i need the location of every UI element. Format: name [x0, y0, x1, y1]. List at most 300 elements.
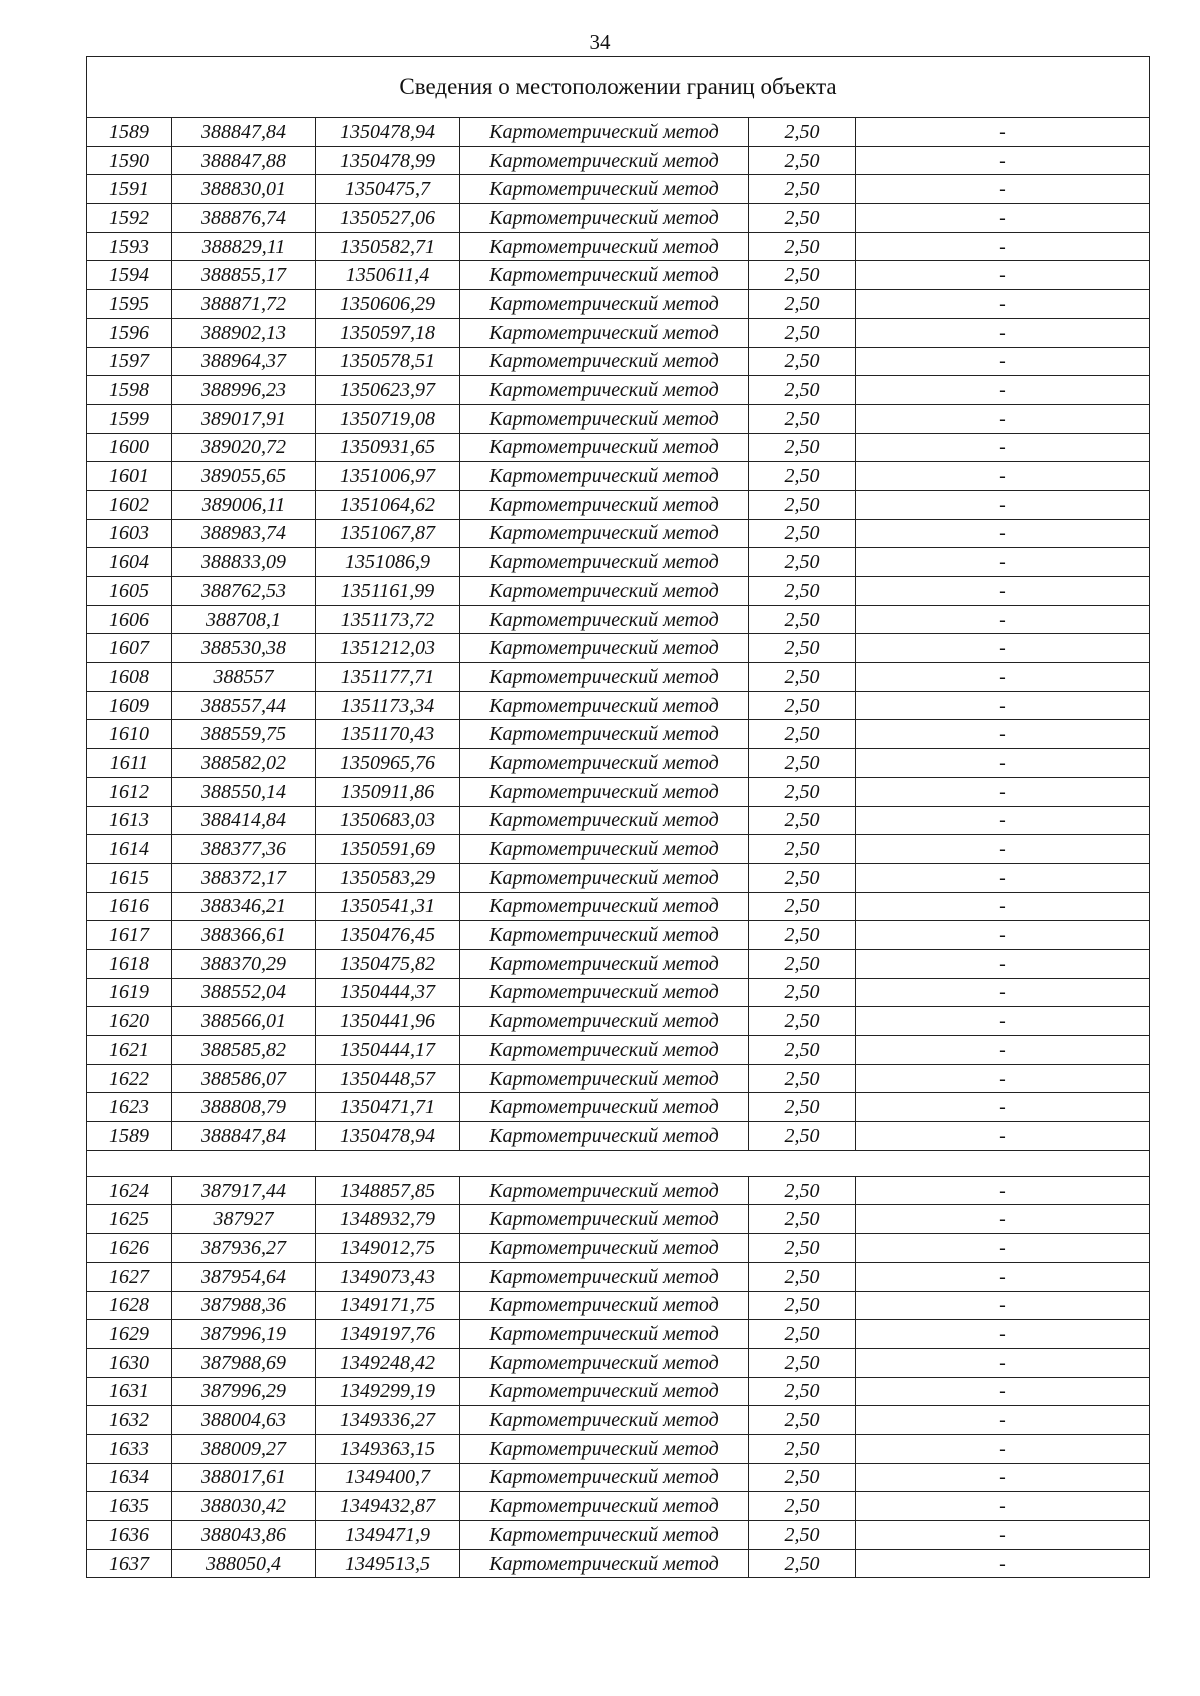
- point-number-cell: 1610: [87, 720, 172, 749]
- method-cell: Картометрический метод: [460, 548, 749, 577]
- y-coordinate-cell: 1350448,57: [316, 1064, 460, 1093]
- accuracy-cell: 2,50: [749, 835, 856, 864]
- accuracy-cell: 2,50: [749, 519, 856, 548]
- y-coordinate-cell: 1349197,76: [316, 1320, 460, 1349]
- remark-cell: -: [856, 490, 1150, 519]
- accuracy-cell: 2,50: [749, 462, 856, 491]
- table-row: [87, 1262, 1150, 1291]
- table-row: [87, 1348, 1150, 1377]
- remark-cell: -: [856, 978, 1150, 1007]
- accuracy-cell: 2,50: [749, 978, 856, 1007]
- table-row: [87, 835, 1150, 864]
- x-coordinate-cell: 389017,91: [172, 404, 316, 433]
- method-cell: Картометрический метод: [460, 318, 749, 347]
- point-number-cell: 1594: [87, 261, 172, 290]
- remark-cell: -: [856, 1205, 1150, 1234]
- table-row: [87, 806, 1150, 835]
- x-coordinate-cell: 388585,82: [172, 1036, 316, 1065]
- table-row: [87, 1036, 1150, 1065]
- x-coordinate-cell: 388050,4: [172, 1549, 316, 1578]
- table-row: [87, 1064, 1150, 1093]
- accuracy-cell: 2,50: [749, 1521, 856, 1550]
- y-coordinate-cell: 1350582,71: [316, 232, 460, 261]
- y-coordinate-cell: 1349336,27: [316, 1406, 460, 1435]
- x-coordinate-cell: 388559,75: [172, 720, 316, 749]
- remark-cell: -: [856, 548, 1150, 577]
- point-number-cell: 1624: [87, 1176, 172, 1205]
- method-cell: Картометрический метод: [460, 720, 749, 749]
- table-row: [87, 433, 1150, 462]
- accuracy-cell: 2,50: [749, 1205, 856, 1234]
- accuracy-cell: 2,50: [749, 720, 856, 749]
- x-coordinate-cell: 388855,17: [172, 261, 316, 290]
- remark-cell: -: [856, 1007, 1150, 1036]
- remark-cell: -: [856, 1122, 1150, 1151]
- method-cell: Картометрический метод: [460, 1007, 749, 1036]
- point-number-cell: 1605: [87, 577, 172, 606]
- method-cell: Картометрический метод: [460, 490, 749, 519]
- accuracy-cell: 2,50: [749, 1064, 856, 1093]
- point-number-cell: 1591: [87, 175, 172, 204]
- point-number-cell: 1631: [87, 1377, 172, 1406]
- table-row: [87, 605, 1150, 634]
- x-coordinate-cell: 388983,74: [172, 519, 316, 548]
- table-row: [87, 318, 1150, 347]
- remark-cell: -: [856, 863, 1150, 892]
- x-coordinate-cell: 388876,74: [172, 204, 316, 233]
- method-cell: Картометрический метод: [460, 1463, 749, 1492]
- y-coordinate-cell: 1349012,75: [316, 1234, 460, 1263]
- remark-cell: -: [856, 1549, 1150, 1578]
- table-row: [87, 892, 1150, 921]
- accuracy-cell: 2,50: [749, 376, 856, 405]
- x-coordinate-cell: 388557: [172, 663, 316, 692]
- point-number-cell: 1629: [87, 1320, 172, 1349]
- accuracy-cell: 2,50: [749, 433, 856, 462]
- method-cell: Картометрический метод: [460, 1262, 749, 1291]
- point-number-cell: 1622: [87, 1064, 172, 1093]
- page-number: 34: [589, 30, 611, 54]
- accuracy-cell: 2,50: [749, 949, 856, 978]
- x-coordinate-cell: 388043,86: [172, 1521, 316, 1550]
- point-number-cell: 1618: [87, 949, 172, 978]
- method-cell: Картометрический метод: [460, 347, 749, 376]
- y-coordinate-cell: 1350471,71: [316, 1093, 460, 1122]
- table-row: [87, 1463, 1150, 1492]
- x-coordinate-cell: 388708,1: [172, 605, 316, 634]
- x-coordinate-cell: 388370,29: [172, 949, 316, 978]
- x-coordinate-cell: 388550,14: [172, 777, 316, 806]
- accuracy-cell: 2,50: [749, 1348, 856, 1377]
- remark-cell: -: [856, 1064, 1150, 1093]
- point-number-cell: 1636: [87, 1521, 172, 1550]
- x-coordinate-cell: 388762,53: [172, 577, 316, 606]
- method-cell: Картометрический метод: [460, 290, 749, 319]
- table-row: [87, 634, 1150, 663]
- y-coordinate-cell: 1349363,15: [316, 1434, 460, 1463]
- method-cell: Картометрический метод: [460, 806, 749, 835]
- y-coordinate-cell: 1350611,4: [316, 261, 460, 290]
- point-number-cell: 1589: [87, 1122, 172, 1151]
- table-row: [87, 404, 1150, 433]
- accuracy-cell: 2,50: [749, 1406, 856, 1435]
- method-cell: Картометрический метод: [460, 634, 749, 663]
- x-coordinate-cell: 388346,21: [172, 892, 316, 921]
- method-cell: Картометрический метод: [460, 1320, 749, 1349]
- point-number-cell: 1619: [87, 978, 172, 1007]
- remark-cell: -: [856, 949, 1150, 978]
- point-number-cell: 1634: [87, 1463, 172, 1492]
- remark-cell: -: [856, 1377, 1150, 1406]
- remark-cell: -: [856, 749, 1150, 778]
- table-row: [87, 1434, 1150, 1463]
- x-coordinate-cell: 388566,01: [172, 1007, 316, 1036]
- method-cell: Картометрический метод: [460, 1549, 749, 1578]
- method-cell: Картометрический метод: [460, 1093, 749, 1122]
- accuracy-cell: 2,50: [749, 1122, 856, 1151]
- accuracy-cell: 2,50: [749, 1549, 856, 1578]
- accuracy-cell: 2,50: [749, 1093, 856, 1122]
- remark-cell: -: [856, 1320, 1150, 1349]
- point-number-cell: 1590: [87, 146, 172, 175]
- y-coordinate-cell: 1349471,9: [316, 1521, 460, 1550]
- method-cell: Картометрический метод: [460, 749, 749, 778]
- method-cell: Картометрический метод: [460, 146, 749, 175]
- remark-cell: -: [856, 1176, 1150, 1205]
- point-number-cell: 1607: [87, 634, 172, 663]
- table-row: [87, 1320, 1150, 1349]
- y-coordinate-cell: 1351173,72: [316, 605, 460, 634]
- x-coordinate-cell: 389006,11: [172, 490, 316, 519]
- x-coordinate-cell: 388004,63: [172, 1406, 316, 1435]
- remark-cell: -: [856, 1521, 1150, 1550]
- accuracy-cell: 2,50: [749, 290, 856, 319]
- remark-cell: -: [856, 433, 1150, 462]
- remark-cell: -: [856, 634, 1150, 663]
- point-number-cell: 1603: [87, 519, 172, 548]
- remark-cell: -: [856, 1492, 1150, 1521]
- y-coordinate-cell: 1348932,79: [316, 1205, 460, 1234]
- x-coordinate-cell: 388847,88: [172, 146, 316, 175]
- method-cell: Картометрический метод: [460, 1434, 749, 1463]
- y-coordinate-cell: 1351170,43: [316, 720, 460, 749]
- accuracy-cell: 2,50: [749, 1176, 856, 1205]
- point-number-cell: 1609: [87, 691, 172, 720]
- method-cell: Картометрический метод: [460, 433, 749, 462]
- y-coordinate-cell: 1350478,94: [316, 1122, 460, 1151]
- y-coordinate-cell: 1350478,99: [316, 146, 460, 175]
- method-cell: Картометрический метод: [460, 577, 749, 606]
- method-cell: Картометрический метод: [460, 921, 749, 950]
- x-coordinate-cell: 387996,19: [172, 1320, 316, 1349]
- accuracy-cell: 2,50: [749, 921, 856, 950]
- y-coordinate-cell: 1350475,82: [316, 949, 460, 978]
- y-coordinate-cell: 1351086,9: [316, 548, 460, 577]
- y-coordinate-cell: 1350527,06: [316, 204, 460, 233]
- method-cell: Картометрический метод: [460, 261, 749, 290]
- y-coordinate-cell: 1350606,29: [316, 290, 460, 319]
- remark-cell: -: [856, 663, 1150, 692]
- x-coordinate-cell: 388871,72: [172, 290, 316, 319]
- point-number-cell: 1614: [87, 835, 172, 864]
- y-coordinate-cell: 1350444,17: [316, 1036, 460, 1065]
- method-cell: Картометрический метод: [460, 1521, 749, 1550]
- point-number-cell: 1593: [87, 232, 172, 261]
- accuracy-cell: 2,50: [749, 1007, 856, 1036]
- remark-cell: -: [856, 605, 1150, 634]
- x-coordinate-cell: 388829,11: [172, 232, 316, 261]
- remark-cell: -: [856, 146, 1150, 175]
- table-title: Сведения о местоположении границ объекта: [87, 57, 1150, 118]
- y-coordinate-cell: 1350597,18: [316, 318, 460, 347]
- accuracy-cell: 2,50: [749, 1234, 856, 1263]
- point-number-cell: 1613: [87, 806, 172, 835]
- point-number-cell: 1606: [87, 605, 172, 634]
- contour-separator-row: [87, 1150, 1150, 1176]
- table-row: [87, 1521, 1150, 1550]
- table-row: [87, 232, 1150, 261]
- point-number-cell: 1635: [87, 1492, 172, 1521]
- accuracy-cell: 2,50: [749, 691, 856, 720]
- table-row: [87, 949, 1150, 978]
- y-coordinate-cell: 1350965,76: [316, 749, 460, 778]
- remark-cell: -: [856, 806, 1150, 835]
- method-cell: Картометрический метод: [460, 1122, 749, 1151]
- point-number-cell: 1596: [87, 318, 172, 347]
- point-number-cell: 1626: [87, 1234, 172, 1263]
- point-number-cell: 1620: [87, 1007, 172, 1036]
- accuracy-cell: 2,50: [749, 490, 856, 519]
- table-row: [87, 290, 1150, 319]
- x-coordinate-cell: 388964,37: [172, 347, 316, 376]
- accuracy-cell: 2,50: [749, 347, 856, 376]
- table-row: [87, 347, 1150, 376]
- x-coordinate-cell: 387954,64: [172, 1262, 316, 1291]
- accuracy-cell: 2,50: [749, 146, 856, 175]
- table-row: [87, 777, 1150, 806]
- method-cell: Картометрический метод: [460, 663, 749, 692]
- remark-cell: -: [856, 261, 1150, 290]
- accuracy-cell: 2,50: [749, 1492, 856, 1521]
- table-row: [87, 1122, 1150, 1151]
- point-number-cell: 1604: [87, 548, 172, 577]
- table-body: [87, 57, 1150, 1578]
- table-row: [87, 175, 1150, 204]
- y-coordinate-cell: 1351006,97: [316, 462, 460, 491]
- remark-cell: -: [856, 1234, 1150, 1263]
- method-cell: Картометрический метод: [460, 1205, 749, 1234]
- contour-separator-cell: [87, 1150, 1150, 1176]
- remark-cell: -: [856, 1093, 1150, 1122]
- method-cell: Картометрический метод: [460, 1064, 749, 1093]
- method-cell: Картометрический метод: [460, 978, 749, 1007]
- point-number-cell: 1589: [87, 118, 172, 147]
- y-coordinate-cell: 1349073,43: [316, 1262, 460, 1291]
- x-coordinate-cell: 388030,42: [172, 1492, 316, 1521]
- method-cell: Картометрический метод: [460, 404, 749, 433]
- point-number-cell: 1602: [87, 490, 172, 519]
- point-number-cell: 1617: [87, 921, 172, 950]
- table-row: [87, 1549, 1150, 1578]
- x-coordinate-cell: 388902,13: [172, 318, 316, 347]
- table-row: [87, 204, 1150, 233]
- y-coordinate-cell: 1350591,69: [316, 835, 460, 864]
- point-number-cell: 1595: [87, 290, 172, 319]
- accuracy-cell: 2,50: [749, 1320, 856, 1349]
- remark-cell: -: [856, 290, 1150, 319]
- remark-cell: -: [856, 1262, 1150, 1291]
- y-coordinate-cell: 1350441,96: [316, 1007, 460, 1036]
- remark-cell: -: [856, 720, 1150, 749]
- y-coordinate-cell: 1350476,45: [316, 921, 460, 950]
- table-row: [87, 548, 1150, 577]
- y-coordinate-cell: 1348857,85: [316, 1176, 460, 1205]
- table-row: [87, 691, 1150, 720]
- x-coordinate-cell: 388530,38: [172, 634, 316, 663]
- table-row: [87, 490, 1150, 519]
- accuracy-cell: 2,50: [749, 749, 856, 778]
- accuracy-cell: 2,50: [749, 1036, 856, 1065]
- x-coordinate-cell: 388377,36: [172, 835, 316, 864]
- x-coordinate-cell: 388414,84: [172, 806, 316, 835]
- accuracy-cell: 2,50: [749, 404, 856, 433]
- method-cell: Картометрический метод: [460, 376, 749, 405]
- method-cell: Картометрический метод: [460, 1492, 749, 1521]
- method-cell: Картометрический метод: [460, 863, 749, 892]
- remark-cell: -: [856, 232, 1150, 261]
- table-row: [87, 1406, 1150, 1435]
- accuracy-cell: 2,50: [749, 261, 856, 290]
- remark-cell: -: [856, 347, 1150, 376]
- accuracy-cell: 2,50: [749, 1463, 856, 1492]
- remark-cell: -: [856, 519, 1150, 548]
- y-coordinate-cell: 1351212,03: [316, 634, 460, 663]
- accuracy-cell: 2,50: [749, 232, 856, 261]
- point-number-cell: 1592: [87, 204, 172, 233]
- x-coordinate-cell: 389020,72: [172, 433, 316, 462]
- table-row: [87, 1176, 1150, 1205]
- x-coordinate-cell: 388830,01: [172, 175, 316, 204]
- point-number-cell: 1601: [87, 462, 172, 491]
- table-row: [87, 978, 1150, 1007]
- point-number-cell: 1599: [87, 404, 172, 433]
- x-coordinate-cell: 388996,23: [172, 376, 316, 405]
- table-row: [87, 261, 1150, 290]
- table-row: [87, 462, 1150, 491]
- remark-cell: -: [856, 318, 1150, 347]
- x-coordinate-cell: 387936,27: [172, 1234, 316, 1263]
- method-cell: Картометрический метод: [460, 691, 749, 720]
- table-row: [87, 863, 1150, 892]
- table-row: [87, 749, 1150, 778]
- y-coordinate-cell: 1350583,29: [316, 863, 460, 892]
- x-coordinate-cell: 388847,84: [172, 1122, 316, 1151]
- x-coordinate-cell: 388366,61: [172, 921, 316, 950]
- accuracy-cell: 2,50: [749, 605, 856, 634]
- point-number-cell: 1598: [87, 376, 172, 405]
- x-coordinate-cell: 387996,29: [172, 1377, 316, 1406]
- point-number-cell: 1633: [87, 1434, 172, 1463]
- y-coordinate-cell: 1351177,71: [316, 663, 460, 692]
- table-row: [87, 1205, 1150, 1234]
- method-cell: Картометрический метод: [460, 1348, 749, 1377]
- method-cell: Картометрический метод: [460, 175, 749, 204]
- x-coordinate-cell: 387917,44: [172, 1176, 316, 1205]
- point-number-cell: 1637: [87, 1549, 172, 1578]
- accuracy-cell: 2,50: [749, 777, 856, 806]
- method-cell: Картометрический метод: [460, 835, 749, 864]
- remark-cell: -: [856, 1036, 1150, 1065]
- method-cell: Картометрический метод: [460, 462, 749, 491]
- accuracy-cell: 2,50: [749, 1377, 856, 1406]
- x-coordinate-cell: 388009,27: [172, 1434, 316, 1463]
- remark-cell: -: [856, 1406, 1150, 1435]
- method-cell: Картометрический метод: [460, 777, 749, 806]
- method-cell: Картометрический метод: [460, 232, 749, 261]
- remark-cell: -: [856, 1348, 1150, 1377]
- accuracy-cell: 2,50: [749, 548, 856, 577]
- table-row: [87, 1007, 1150, 1036]
- accuracy-cell: 2,50: [749, 892, 856, 921]
- point-number-cell: 1611: [87, 749, 172, 778]
- remark-cell: -: [856, 376, 1150, 405]
- y-coordinate-cell: 1350719,08: [316, 404, 460, 433]
- point-number-cell: 1600: [87, 433, 172, 462]
- y-coordinate-cell: 1351161,99: [316, 577, 460, 606]
- y-coordinate-cell: 1349400,7: [316, 1463, 460, 1492]
- y-coordinate-cell: 1350475,7: [316, 175, 460, 204]
- x-coordinate-cell: 388847,84: [172, 118, 316, 147]
- y-coordinate-cell: 1351064,62: [316, 490, 460, 519]
- y-coordinate-cell: 1351173,34: [316, 691, 460, 720]
- method-cell: Картометрический метод: [460, 949, 749, 978]
- table-row: [87, 519, 1150, 548]
- table-row: [87, 1093, 1150, 1122]
- table-row: [87, 1291, 1150, 1320]
- method-cell: Картометрический метод: [460, 204, 749, 233]
- method-cell: Картометрический метод: [460, 1406, 749, 1435]
- table-row: [87, 376, 1150, 405]
- accuracy-cell: 2,50: [749, 118, 856, 147]
- x-coordinate-cell: 388017,61: [172, 1463, 316, 1492]
- accuracy-cell: 2,50: [749, 663, 856, 692]
- point-number-cell: 1623: [87, 1093, 172, 1122]
- accuracy-cell: 2,50: [749, 577, 856, 606]
- remark-cell: -: [856, 892, 1150, 921]
- point-number-cell: 1597: [87, 347, 172, 376]
- x-coordinate-cell: 388833,09: [172, 548, 316, 577]
- remark-cell: -: [856, 404, 1150, 433]
- x-coordinate-cell: 388582,02: [172, 749, 316, 778]
- method-cell: Картометрический метод: [460, 519, 749, 548]
- accuracy-cell: 2,50: [749, 863, 856, 892]
- method-cell: Картометрический метод: [460, 1176, 749, 1205]
- method-cell: Картометрический метод: [460, 1036, 749, 1065]
- remark-cell: -: [856, 921, 1150, 950]
- y-coordinate-cell: 1350444,37: [316, 978, 460, 1007]
- y-coordinate-cell: 1351067,87: [316, 519, 460, 548]
- table-title-row: [87, 57, 1150, 118]
- point-number-cell: 1625: [87, 1205, 172, 1234]
- remark-cell: -: [856, 691, 1150, 720]
- method-cell: Картометрический метод: [460, 1234, 749, 1263]
- remark-cell: -: [856, 462, 1150, 491]
- accuracy-cell: 2,50: [749, 806, 856, 835]
- remark-cell: -: [856, 777, 1150, 806]
- accuracy-cell: 2,50: [749, 1291, 856, 1320]
- y-coordinate-cell: 1349432,87: [316, 1492, 460, 1521]
- method-cell: Картометрический метод: [460, 118, 749, 147]
